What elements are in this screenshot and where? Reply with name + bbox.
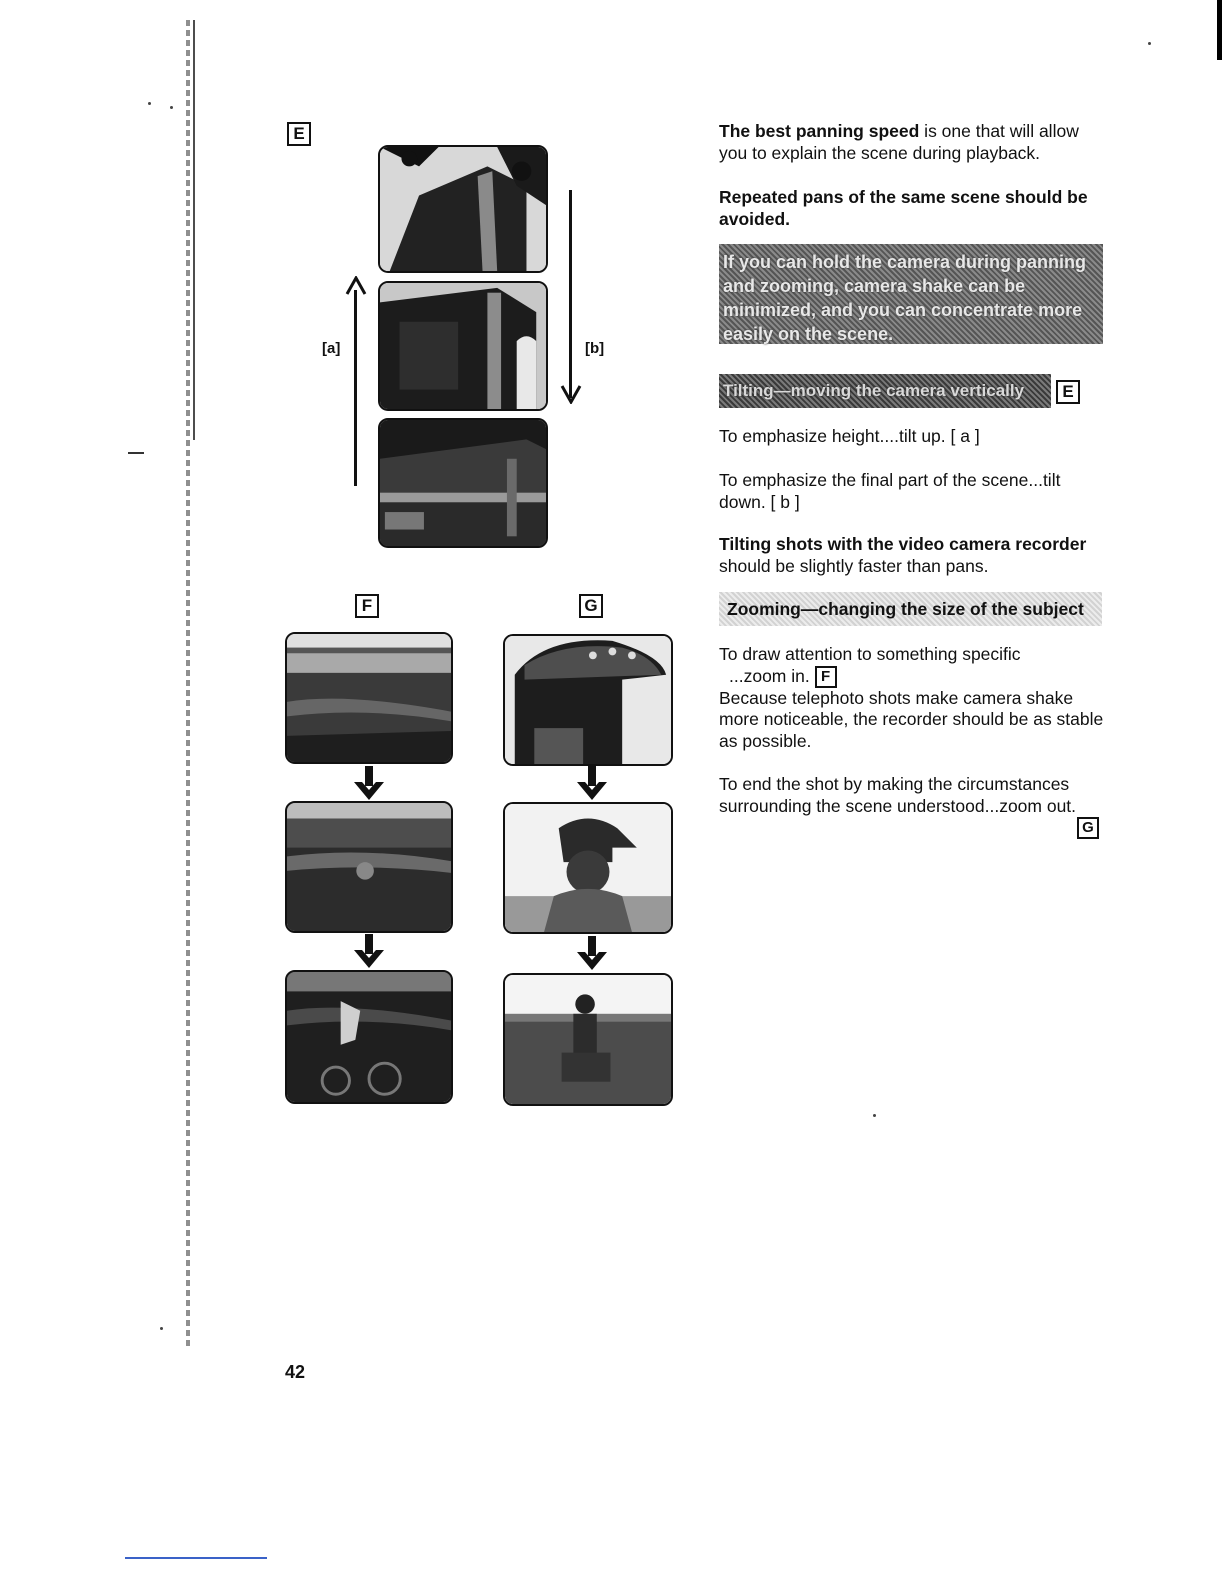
binding-line	[193, 20, 195, 440]
zoom-in-paragraph	[719, 644, 1105, 752]
panning-speed-paragraph	[719, 121, 1105, 164]
tilting-heading: Tilting—moving the camera vertically	[719, 374, 1051, 408]
tilt-up-label: [a]	[322, 340, 341, 357]
tilt-down-text: To emphasize the final part of the scene...tilt down. [ b ]	[719, 470, 1061, 512]
tilt-down-label: [b]	[585, 340, 605, 357]
zoom-in-line1: To draw attention to something specific	[719, 644, 1021, 664]
edge-mark	[1217, 0, 1222, 60]
tilting-heading-ref: E	[1056, 380, 1080, 404]
margin-dash	[128, 452, 144, 454]
panning-speed-rest: is one that will allow you to explain the scene during playback.	[719, 121, 1079, 163]
tilt-up-text: To emphasize height....tilt up. [ a ]	[719, 426, 980, 446]
tip-banner: If you can hold the camera during panning and zooming, camera shake can be minimized, and you can concentrate more easily on the scene.	[719, 244, 1103, 344]
tilt-photo-bottom	[378, 418, 548, 548]
zoom-out-arrow-icon-2	[575, 936, 609, 972]
tilt-photo-top	[378, 145, 548, 273]
repeated-pans-text: Repeated pans of the same scene should be avoided.	[719, 187, 1088, 229]
tilt-speed-rest: should be slightly faster than pans.	[719, 555, 989, 576]
zoom-out-paragraph	[719, 774, 1105, 839]
tilt-up-paragraph	[719, 426, 1105, 448]
zoom-in-photo-1	[285, 632, 453, 764]
zoom-in-arrow-icon-1	[352, 766, 386, 802]
zoom-in-line2: ...zoom in.	[729, 665, 810, 686]
footer-rule	[125, 1557, 267, 1559]
zoom-out-photo-2	[503, 802, 673, 934]
speck	[170, 106, 173, 109]
page-number: 42	[285, 1362, 306, 1382]
zoom-out-ref: G	[1077, 817, 1099, 839]
tilt-speed-bold: Tilting shots with the video camera recorder	[719, 534, 1087, 554]
zoom-out-text: To end the shot by making the circumstances surrounding the scene understood...zoom out.	[719, 774, 1077, 816]
speck	[873, 1114, 876, 1117]
zoom-out-photo-3	[503, 973, 673, 1106]
tilt-photo-middle	[378, 281, 548, 411]
tilt-down-paragraph	[719, 470, 1105, 513]
figure-e-label: E	[287, 122, 311, 146]
binding-edge	[186, 20, 190, 1350]
zoom-out-arrow-icon-1	[575, 766, 609, 802]
zoom-in-ref: F	[815, 666, 837, 688]
camera-shake-text: Because telephoto shots make camera shake more noticeable, the recorder should be as stable as possible.	[719, 687, 1104, 751]
tilt-up-arrowhead-icon	[345, 276, 367, 296]
panning-speed-bold: The best panning speed	[719, 121, 920, 141]
zoom-in-photo-3	[285, 970, 453, 1104]
zoom-out-photo-1	[503, 634, 673, 766]
speck	[160, 1327, 163, 1330]
zoom-in-arrow-icon-2	[352, 934, 386, 970]
tilt-speed-paragraph	[719, 534, 1105, 577]
tilt-down-arrow-shaft	[569, 190, 572, 398]
zoom-in-photo-2	[285, 801, 453, 933]
tilt-down-arrowhead-icon	[560, 384, 582, 404]
figure-g-label: G	[579, 594, 603, 618]
zooming-heading: Zooming—changing the size of the subject	[719, 592, 1102, 626]
repeated-pans-paragraph	[719, 187, 1105, 230]
figure-f-label: F	[355, 594, 379, 618]
speck	[148, 102, 151, 105]
tilt-up-arrow-shaft	[354, 290, 357, 486]
speck	[1148, 42, 1151, 45]
